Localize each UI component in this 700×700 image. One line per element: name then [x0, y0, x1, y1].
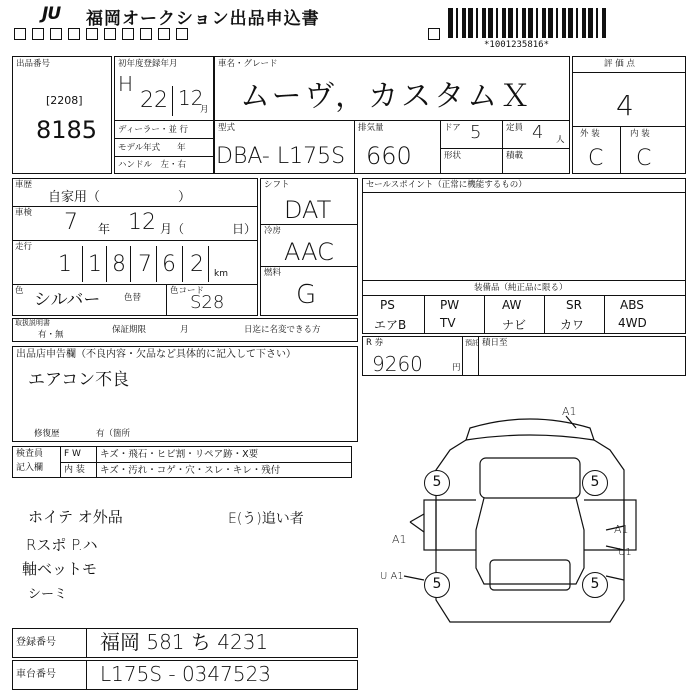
- notes-label: 出品店申告欄（不良内容・欠品など具体的に記入して下さい）: [16, 349, 296, 360]
- displacement-label: 排気量: [358, 123, 384, 133]
- equipment-code: PW: [440, 298, 460, 312]
- mileage-digit: 6: [162, 252, 176, 277]
- barcode: [448, 8, 608, 38]
- exterior-value: C: [588, 146, 604, 171]
- load-label: 積載: [506, 151, 524, 161]
- exterior-label: 外 装: [580, 129, 600, 139]
- first-reg-label: 初年度登録年月: [118, 59, 178, 69]
- interior-value: C: [636, 146, 652, 171]
- entry-box[interactable]: [14, 28, 26, 40]
- entry-box[interactable]: [32, 28, 44, 40]
- color-code-label: 色コード: [170, 286, 205, 296]
- damage-mark-right2: U1: [618, 547, 632, 558]
- hand-line3: 軸ベットモ: [22, 560, 98, 578]
- first-reg-era: H: [118, 72, 134, 96]
- color-code: S28: [190, 292, 225, 313]
- entry-box[interactable]: [158, 28, 170, 40]
- mileage-digit: 1: [58, 252, 72, 277]
- chassis-label: 車台番号: [16, 669, 56, 680]
- usage-value: 自家用（ ）: [48, 190, 192, 205]
- entry-box[interactable]: [104, 28, 116, 40]
- mileage-digit: 7: [138, 252, 152, 277]
- color-label: 色: [15, 286, 24, 296]
- mileage-digit: 2: [190, 252, 204, 277]
- entry-box[interactable]: [122, 28, 134, 40]
- equipment-code: AW: [502, 298, 522, 312]
- model-value: DBA- L175S: [216, 144, 346, 169]
- repair-label: 修復歴: [34, 429, 60, 439]
- recycle-value: 9260: [372, 352, 423, 376]
- color-value: シルバー: [34, 290, 101, 310]
- manual-label: 取扱説明書: [15, 319, 50, 327]
- model-label: 型式: [218, 123, 236, 133]
- entry-box[interactable]: [68, 28, 80, 40]
- shift-label: シフト: [264, 180, 290, 190]
- registration-value: 福岡 581 ち 4231: [100, 630, 269, 654]
- hand-line2: Rスポ P.ハ: [26, 536, 98, 554]
- hand-line1: ホイテ オ外品: [28, 508, 123, 526]
- notes-section: [12, 346, 358, 442]
- dealer-row: ディーラー・並 行: [118, 125, 189, 135]
- date-label: 積日至: [482, 338, 508, 348]
- ac-label: 冷房: [264, 226, 282, 236]
- inspection-day-unit: 日）: [232, 222, 257, 236]
- entry-box[interactable]: [176, 28, 188, 40]
- damage-mark-top: A1: [562, 405, 577, 418]
- manual-has: 有・無: [38, 330, 64, 340]
- hand-line1b: E(う)追い者: [228, 511, 304, 527]
- notes-line1: エアコン不良: [28, 370, 130, 390]
- warranty-label: 保証期限 月: [112, 325, 189, 335]
- inspection-year-unit: 年: [98, 222, 111, 236]
- equipment-name: エアB: [374, 318, 407, 332]
- tire-front-left-icon: 5: [424, 470, 450, 496]
- entry-box[interactable]: [428, 28, 440, 40]
- inspection-month-unit: 月（: [160, 222, 185, 236]
- equipment-code: ABS: [620, 298, 644, 312]
- shape-label: 形状: [444, 151, 462, 161]
- doors-value: 5: [470, 122, 482, 143]
- inspector-label2: 記入欄: [16, 463, 44, 473]
- capacity-label: 定員: [506, 123, 524, 133]
- usage-label: 車歴: [15, 180, 33, 190]
- barcode-number: *1001235816*: [484, 40, 550, 50]
- deposit-label: 預託: [465, 339, 479, 347]
- mileage-digit: 1: [88, 252, 102, 277]
- page-title: 福岡オークション出品申込書: [86, 9, 320, 29]
- mileage-label: 走行: [15, 242, 33, 252]
- sales-point-label: セールスポイント（正常に機能するもの）: [366, 180, 527, 190]
- equipment-label: 装備品（純正品に限る）: [474, 283, 568, 293]
- shift-value: DAT: [284, 196, 332, 224]
- tire-front-right-icon: 5: [582, 470, 608, 496]
- entry-box[interactable]: [50, 28, 62, 40]
- inspector-row2: キズ・汚れ・コゲ・穴・スレ・キレ・残付: [100, 465, 281, 476]
- paint-label: 色替: [124, 293, 142, 303]
- registration-label: 登録番号: [16, 637, 56, 648]
- entry-box[interactable]: [140, 28, 152, 40]
- equipment-name: 4WD: [618, 316, 647, 330]
- inspection-month: 12: [128, 210, 156, 235]
- lot-number: 8185: [36, 116, 98, 144]
- mileage-unit: km: [214, 269, 228, 279]
- lot-section: [12, 56, 112, 174]
- inspector-row2-head: 内 装: [64, 465, 85, 475]
- first-reg-month-unit: 月: [200, 105, 209, 115]
- first-reg-year: 22: [140, 88, 168, 113]
- dealer-row: モデル年式 年: [118, 143, 186, 153]
- car-diagram: [380, 400, 680, 640]
- first-reg-month: 12: [178, 86, 204, 110]
- capacity-value: 4: [532, 122, 544, 143]
- inspector-row1: キズ・飛石・ヒビ割・リペア跡・X要: [100, 449, 259, 460]
- chassis-value: L175S - 0347523: [100, 662, 272, 686]
- ac-value: AAC: [284, 238, 334, 266]
- fuel-label: 燃料: [264, 268, 282, 278]
- entry-box[interactable]: [86, 28, 98, 40]
- doors-label: ドア: [444, 123, 461, 133]
- lot-label: 出品番号: [16, 59, 51, 69]
- mileage-digit: 8: [112, 252, 126, 277]
- inspection-year: 7: [64, 210, 78, 235]
- equipment-name: カワ: [560, 318, 585, 332]
- inspection-label: 車検: [15, 208, 33, 218]
- tire-rear-left-icon: 5: [424, 572, 450, 598]
- logo: JU: [42, 4, 61, 24]
- repair-value: 有（箇所: [96, 429, 131, 439]
- score-label: 評 価 点: [604, 59, 635, 69]
- equipment-code: PS: [380, 298, 395, 312]
- name-label: 車名・グレード: [218, 59, 278, 69]
- lot-code: [2208]: [46, 94, 83, 107]
- equipment-name: TV: [440, 316, 456, 330]
- transfer-label: 日迄に名変できる方: [244, 325, 321, 335]
- interior-label: 内 装: [630, 129, 650, 139]
- car-name: ムーヴ，カスタムＸ: [240, 79, 534, 114]
- dealer-row: ハンドル 左・右: [118, 160, 187, 170]
- damage-mark-left-bottom: U A1: [380, 571, 404, 582]
- displacement-value: 660: [366, 142, 412, 170]
- capacity-unit: 人: [556, 135, 565, 145]
- inspector-row1-head: F W: [64, 449, 81, 459]
- damage-mark-right1: A1: [614, 523, 629, 536]
- inspector-label: 検査員: [16, 449, 44, 459]
- recycle-unit: 円: [452, 363, 461, 373]
- damage-mark-left: A1: [392, 533, 407, 546]
- recycle-label: R 券: [366, 338, 384, 348]
- equipment-name: ナビ: [502, 318, 527, 332]
- tire-rear-right-icon: 5: [582, 572, 608, 598]
- score-value: 4: [616, 89, 634, 122]
- equipment-code: SR: [566, 298, 582, 312]
- fuel-value: G: [296, 280, 317, 310]
- hand-line4: シーミ: [28, 587, 68, 602]
